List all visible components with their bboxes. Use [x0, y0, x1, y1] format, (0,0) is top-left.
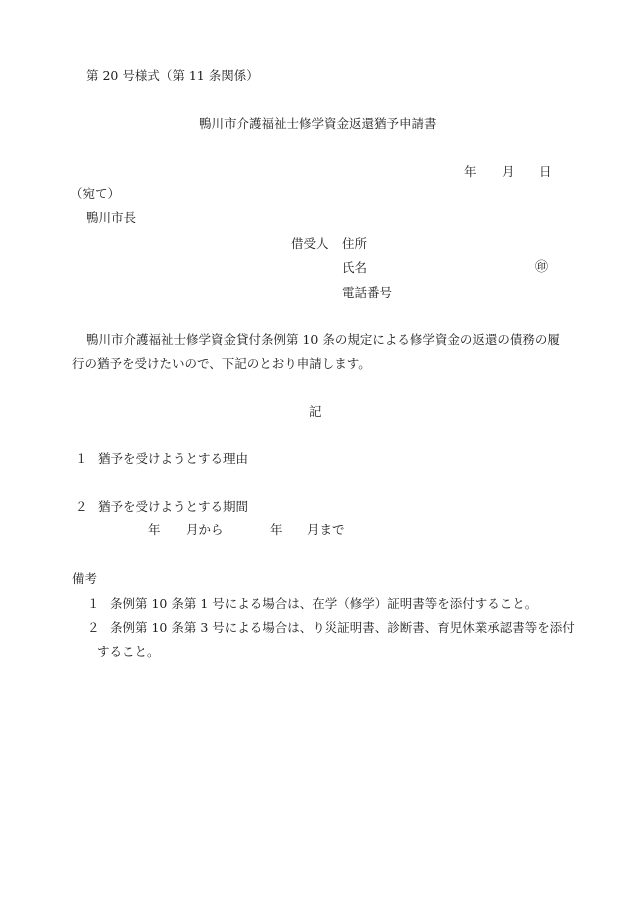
ki-heading: 記 — [309, 404, 322, 419]
form-number: 第 20 号様式（第 11 条関係） — [86, 68, 259, 83]
date-day-label: 日 — [539, 164, 552, 179]
item-2-number: ２ — [75, 499, 88, 514]
item-1-number: １ — [75, 451, 88, 466]
document-title: 鴨川市介護福祉士修学資金返還猶予申請書 — [199, 116, 437, 131]
note-1-text: 条例第 10 条第 1 号による場合は、在学（修学）証明書等を添付すること。 — [110, 596, 538, 611]
note-1-number: １ — [87, 596, 100, 611]
borrower-label: 借受人 — [291, 236, 329, 251]
date-year-label: 年 — [464, 164, 477, 179]
note-2-text-line-1: 条例第 10 条第 3 号による場合は、り災証明書、診断書、育児休業承認書等を添付 — [110, 620, 575, 635]
application-body-text — [72, 328, 560, 376]
item-1-label: 猶予を受けようとする理由 — [98, 451, 249, 466]
addressee-prefix: （宛て） — [70, 186, 121, 201]
note-2-number: ２ — [87, 620, 100, 635]
note-2-text-line-2: すること。 — [97, 644, 160, 659]
borrower-address-label: 住所 — [342, 236, 368, 251]
period-year-1: 年 — [148, 522, 161, 537]
item-2-label: 猶予を受けようとする期間 — [98, 499, 249, 514]
seal-mark: ㊞ — [535, 260, 549, 275]
period-year-2: 年 — [270, 522, 283, 537]
period-to: 月まで — [307, 522, 345, 537]
date-month-label: 月 — [502, 164, 515, 179]
borrower-phone-label: 電話番号 — [342, 285, 393, 300]
body-text-content: 鴨川市介護福祉士修学資金貸付条例第 10 条の規定による修学資金の返還の債務の履行の猶予を受けたいので、下記のとおり申請します。 — [72, 332, 560, 371]
borrower-name-label: 氏名 — [342, 260, 368, 275]
addressee-name: 鴨川市長 — [86, 210, 137, 225]
period-from: 月から — [186, 522, 224, 537]
notes-heading: 備考 — [72, 571, 98, 586]
